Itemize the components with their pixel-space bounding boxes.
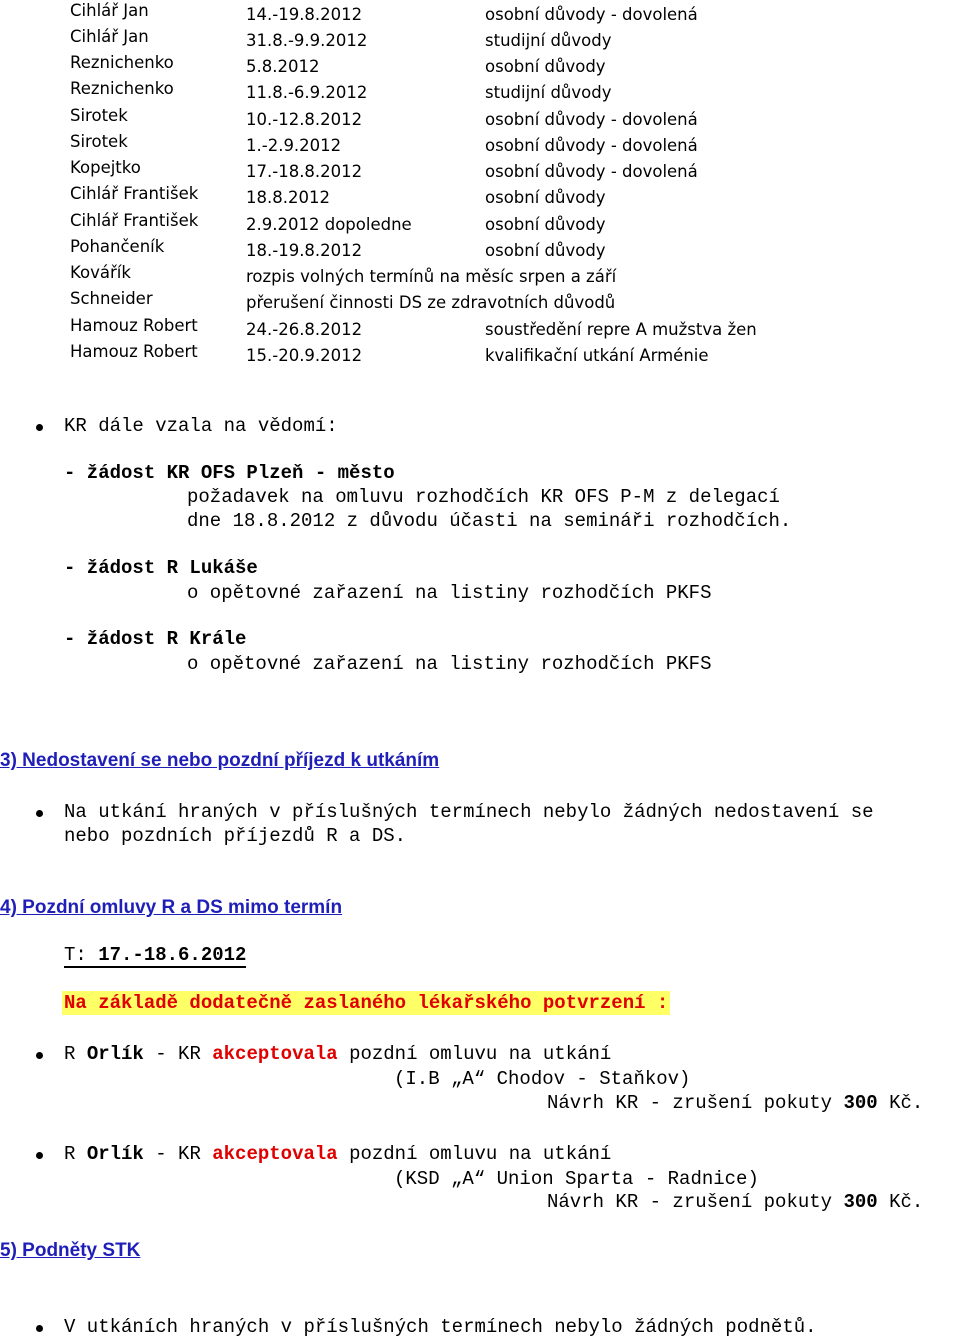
prefix: R [64,1143,76,1165]
prefix: R [64,1043,76,1065]
bullet-icon [36,1152,43,1159]
row-reason: osobní důvody [485,57,606,76]
referee-name: Orlík [86,1043,144,1065]
row-reason: osobní důvody [485,241,606,260]
request-text: dne 18.8.2012 z důvodu účasti na semináři rozhodčích. [187,510,792,532]
request-title: - žádost KR OFS Plzeň - město [64,462,395,484]
row-reason: osobní důvody [485,215,606,234]
term-value: 17.-18.6.2012 [98,944,247,966]
bullet-icon [36,1052,43,1059]
row-name: Cihlář František [70,184,199,203]
section-text: V utkáních hraných v příslušných termínech nebylo žádných podnětů. [64,1316,817,1338]
section-text: Na utkání hraných v příslušných termínech nebylo žádných nedostavení se [64,801,874,823]
section-heading: 5) Podněty STK [0,1240,141,1261]
row-reason: osobní důvody - dovolená [485,110,698,129]
term-line [64,944,246,968]
currency: Kč. [889,1191,924,1213]
fine-amount: 300 [843,1092,878,1114]
row-reason: osobní důvody - dovolená [485,162,698,181]
row-name: Cihlář František [70,211,199,230]
row-note: rozpis volných termínů na měsíc srpen a září [246,267,617,286]
row-reason: osobní důvody [485,188,606,207]
dash: - KR [155,1043,201,1065]
term-label: T: [64,944,87,966]
row-name: Kovářík [70,263,131,282]
proposal-line [547,1191,923,1213]
row-date: 31.8.-9.9.2012 [246,31,368,50]
row-date: 5.8.2012 [246,57,320,76]
row-reason: soustředění repre A mužstva žen [485,320,757,339]
late-excuse-line [64,1143,611,1165]
rest: pozdní omluvu na utkání [349,1143,612,1165]
bullet-icon [36,1325,43,1332]
section-heading: 4) Pozdní omluvy R a DS mimo termín [0,897,343,918]
request-title: - žádost R Lukáše [64,557,258,579]
row-name: Reznichenko [70,79,174,98]
row-date: 17.-18.8.2012 [246,162,363,181]
late-excuse-line [64,1043,611,1065]
bullet-icon [36,810,43,817]
kr-note-intro: KR dále vzala na vědomí: [64,415,338,437]
row-name: Sirotek [70,106,128,125]
row-name: Hamouz Robert [70,342,198,361]
request-text: o opětovné zařazení na listiny rozhodčích PKFS [187,653,712,675]
section-heading: 3) Nedostavení se nebo pozdní příjezd k utkáním [0,750,440,771]
row-date: 15.-20.9.2012 [246,346,363,365]
proposal-line [547,1092,923,1114]
request-text: o opětovné zařazení na listiny rozhodčích PKFS [187,582,712,604]
row-name: Schneider [70,289,153,308]
accepted-verb: akceptovala [212,1143,338,1165]
row-date: 2.9.2012 dopoledne [246,215,412,234]
request-text: požadavek na omluvu rozhodčích KR OFS P-M z delegací [187,486,780,508]
row-date: 18.-19.8.2012 [246,241,363,260]
row-name: Cihlář Jan [70,1,149,20]
section-text: nebo pozdních příjezdů R a DS. [64,825,407,847]
referee-name: Orlík [86,1143,144,1165]
highlight-note: Na základě dodatečně zaslaného lékařského potvrzení : [64,992,669,1014]
request-title: - žádost R Krále [64,628,247,650]
proposal-text: Návrh KR - zrušení pokuty [547,1092,833,1114]
row-reason: studijní důvody [485,83,612,102]
row-name: Kopejtko [70,158,141,177]
row-date: 24.-26.8.2012 [246,320,363,339]
fine-amount: 300 [843,1191,878,1213]
row-name: Pohančeník [70,237,165,256]
row-name: Reznichenko [70,53,174,72]
row-name: Hamouz Robert [70,316,198,335]
row-reason: osobní důvody - dovolená [485,5,698,24]
row-date: 11.8.-6.9.2012 [246,83,368,102]
row-name: Cihlář Jan [70,27,149,46]
proposal-text: Návrh KR - zrušení pokuty [547,1191,833,1213]
row-reason: osobní důvody - dovolená [485,136,698,155]
bullet-icon [36,424,43,431]
row-reason: studijní důvody [485,31,612,50]
row-reason: kvalifikační utkání Arménie [485,346,709,365]
row-name: Sirotek [70,132,128,151]
accepted-verb: akceptovala [212,1043,338,1065]
row-date: 1.-2.9.2012 [246,136,342,155]
dash: - KR [155,1143,201,1165]
match-name: (I.B „A“ Chodov - Staňkov) [394,1068,691,1090]
row-date: 18.8.2012 [246,188,330,207]
currency: Kč. [889,1092,924,1114]
match-name: (KSD „A“ Union Sparta - Radnice) [394,1168,759,1190]
row-date: 10.-12.8.2012 [246,110,363,129]
row-date: 14.-19.8.2012 [246,5,363,24]
row-note: přerušení činnosti DS ze zdravotních důvodů [246,293,616,312]
rest: pozdní omluvu na utkání [349,1043,612,1065]
